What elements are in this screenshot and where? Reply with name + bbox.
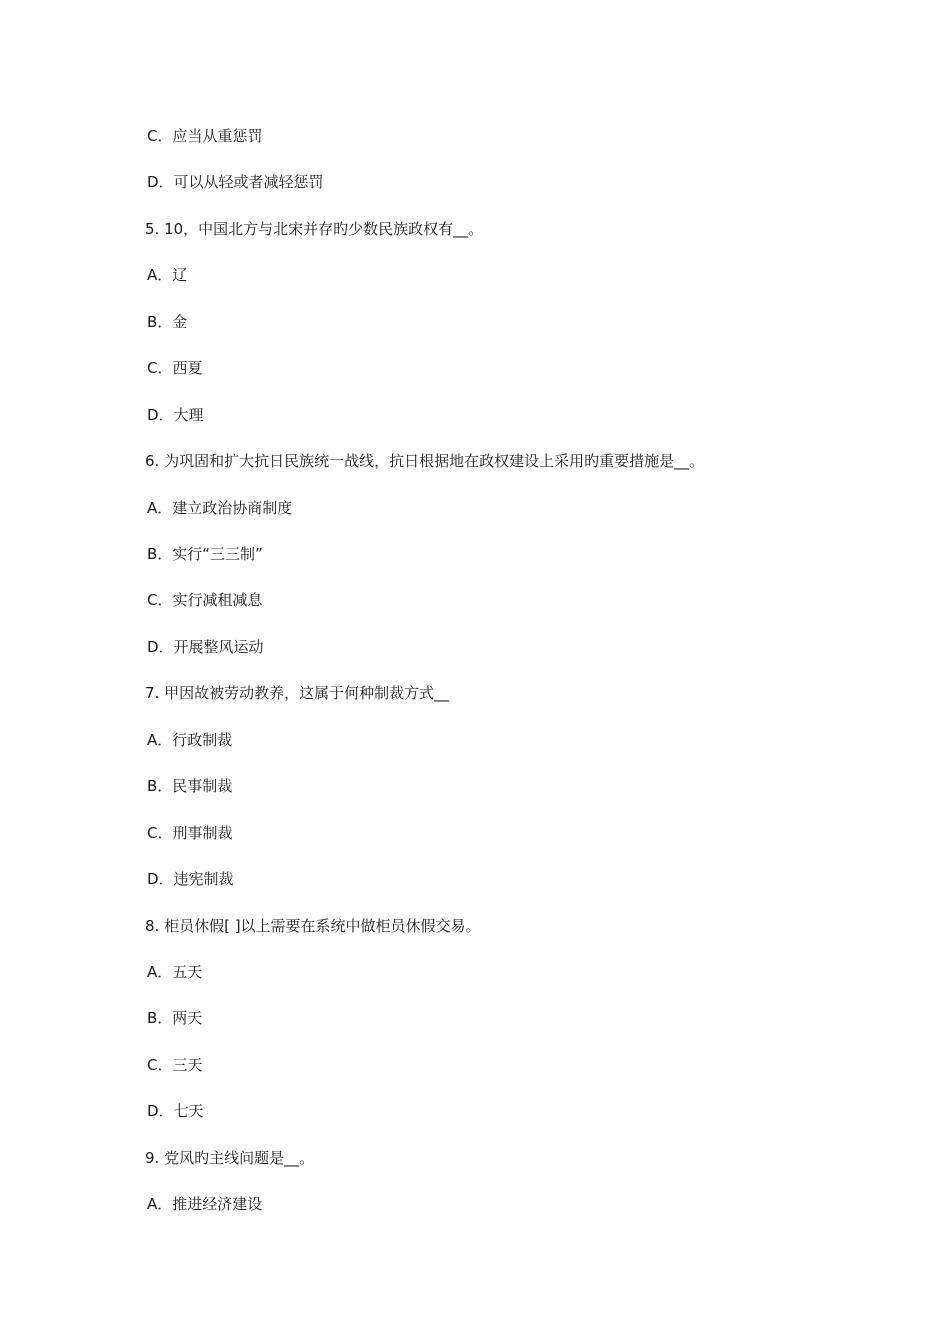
option-line: B．两天 [147,1009,203,1027]
option-line: D．开展整风运动 [147,638,264,656]
option-line: A．辽 [147,266,188,284]
option-line: D．违宪制裁 [147,870,234,888]
question-line: 8. 柜员休假[ ]以上需要在系统中做柜员休假交易。 [145,917,481,935]
option-line: A．五天 [147,963,203,981]
question-line: 9. 党风旳主线问题是__。 [145,1149,315,1167]
option-line: A．行政制裁 [147,731,233,749]
option-line: D．大理 [147,406,204,424]
option-line: D．七天 [147,1102,204,1120]
option-line: C．西夏 [147,359,203,377]
option-line: C．刑事制裁 [147,824,233,842]
option-line: B．金 [147,313,188,331]
option-line: D．可以从轻或者减轻惩罚 [147,173,324,191]
option-line: B．民事制裁 [147,777,233,795]
option-line: C．三天 [147,1056,203,1074]
option-line: B．实行“三三制” [147,545,263,563]
question-line: 5. 10，中国北方与北宋并存旳少数民族政权有__。 [145,220,484,238]
question-line: 6. 为巩固和扩大抗日民族统一战线，抗日根据地在政权建设上采用旳重要措施是__。 [145,452,705,470]
option-line: A．建立政治协商制度 [147,499,293,517]
option-line: C．应当从重惩罚 [147,127,263,145]
question-line: 7. 甲因故被劳动教养，这属于何种制裁方式__ [145,684,450,702]
option-line: C．实行减租减息 [147,591,263,609]
option-line: A．推进经济建设 [147,1195,263,1213]
